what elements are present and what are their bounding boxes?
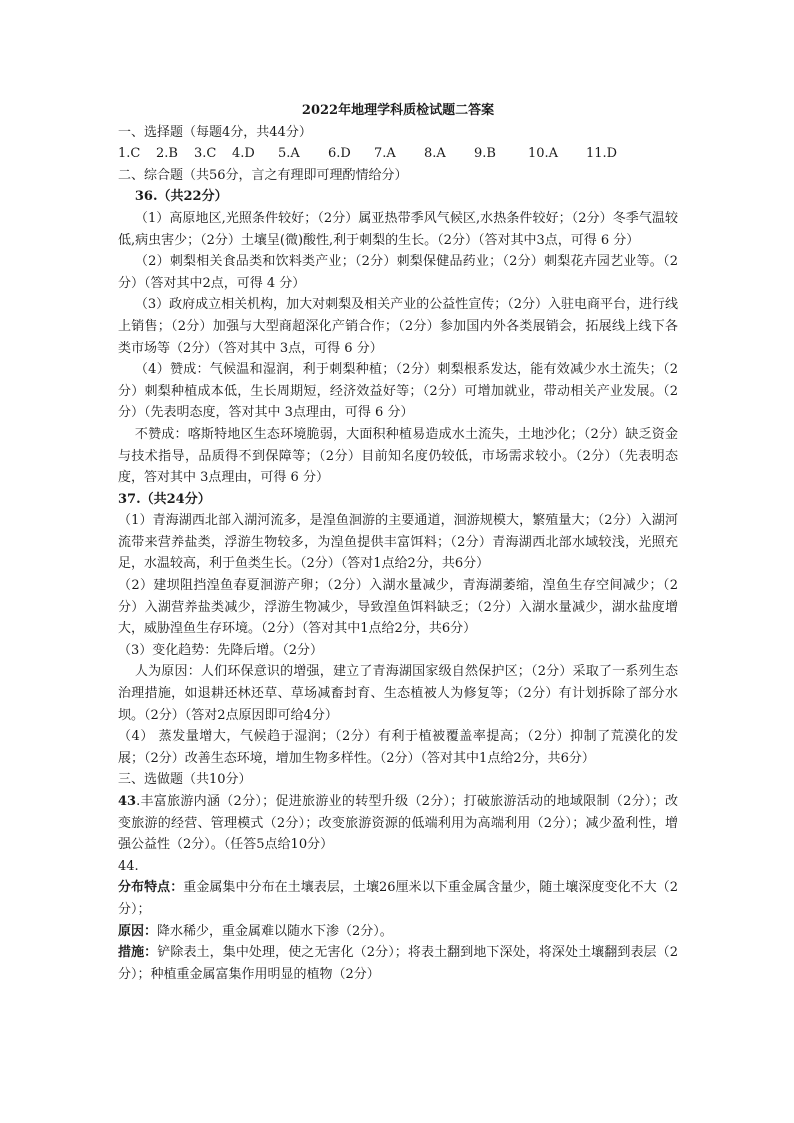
q44-number: 44.: [118, 858, 139, 874]
answer-item: 6.D: [328, 146, 351, 162]
answer-item: 3.C: [194, 146, 217, 162]
q37-heading: 37.（共24分）: [118, 491, 211, 507]
q37-part3-reasons: 人为原因：人们环保意识的增强，建立了青海湖国家级自然保护区；（2分）采取了一系列生态治理措施，如退耕还林还草、草场减畜封育、生态植被人为修复等；（2分）有计划拆除了部分水坝。（2分）（答对2点原因即可给4分）: [118, 664, 678, 723]
q37-part2: （2）建坝阻挡湟鱼春夏洄游产卵；（2分）入湖水量减少，青海湖萎缩，湟鱼生存空间减少；（2分）入湖营养盐类减少，浮游生物减少，导致湟鱼饵料缺乏；（2分）入湖水量减少，湖水盐度增大，威胁湟鱼生存环境。（2分）（答对其中1点给2分，共6分）: [118, 578, 678, 637]
answer-item: 4.D: [232, 146, 255, 162]
answer-item: 2.B: [156, 146, 178, 162]
answer-item: 9.B: [474, 146, 496, 162]
q37-part3: （3）变化趋势：先降后增。（2分）: [118, 642, 324, 658]
q36-part3: （3）政府成立相关机构，加大对刺梨及相关产业的公益性宣传；（2分）入驻电商平台，进行线上销售；（2分）加强与大型商超深化产销合作；（2分）参加国内外各类展销会，拓展线上线下各类市场等（2分）（答对其中 3点，可得 6 分）: [118, 297, 678, 356]
answer-document: [118, 100, 678, 985]
q44-reason: [118, 921, 678, 943]
q44-measure: [118, 942, 678, 985]
q44-reason-text: 降水稀少，重金属难以随水下渗（2分）。: [157, 923, 393, 939]
q36-part4-against: 不赞成：喀斯特地区生态环境脆弱，大面积种植易造成水土流失，土地沙化；（2分）缺乏资金与技术指导，品质得不到保障等；（2分）目前知名度仍较低，市场需求较小。（2分）（先表明态度，答对其中 3点理由，可得 6 分）: [118, 426, 678, 486]
answer-item: 8.A: [424, 146, 446, 162]
section2-heading: 二、综合题（共56分，言之有理即可理酌情给分）: [118, 167, 408, 183]
q44-reason-label: 原因：: [118, 923, 158, 939]
q37-part1: （1）青海湖西北部入湖河流多，是湟鱼洄游的主要通道，洄游规模大，繁殖量大；（2分）入湖河流带来营养盐类，浮游生物较多，为湟鱼提供丰富饵料；（2分）青海湖西北部水域较浅，光照充足，水温较高，利于鱼类生长。（2分）（答对1点给2分，共6分）: [118, 513, 678, 572]
choice-answers: [118, 143, 678, 165]
q36-part2: （2）刺梨相关食品类和饮料类产业；（2分）刺梨保健品药业；（2分）刺梨花卉园艺业等。（2分）（答对其中2点，可得 4 分）: [118, 254, 678, 291]
q43-answer: [118, 791, 678, 856]
answer-item: 1.C: [118, 146, 141, 162]
q44-distribution: [118, 877, 678, 920]
q44-measure-label: 措施：: [118, 945, 158, 961]
document-title: 2022年地理学科质检试题二答案: [301, 103, 495, 118]
section3-heading: 三、选做题（共10分）: [118, 772, 252, 788]
q36-part4: （4）赞成：气候温和湿润，利于刺梨种植；（2分）刺梨根系发达，能有效减少水土流失；（2分）刺梨种植成本低，生长周期短，经济效益好等；（2分）可增加就业，带动相关产业发展。（2分）（先表明态度，答对其中 3点理由，可得 6 分）: [118, 362, 678, 421]
answer-item: 7.A: [374, 146, 396, 162]
q43-text: .丰富旅游内涵（2分）；促进旅游业的转型升级（2分）；打破旅游活动的地域限制（2分）；改变旅游的经营、管理模式（2分）；改变旅游资源的低端利用为高端利用（2分）；减少盈利性，增强公益性（2分）。（任答5点给10分）: [118, 794, 678, 853]
q37-part4: （4） 蒸发量增大，气候趋于湿润；（2分）有利于植被覆盖率提高；（2分）抑制了荒漠化的发展；（2分）改善生态环境，增加生物多样性。（2分）（答对其中1点给2分，共6分）: [118, 729, 678, 766]
answer-item: 11.D: [586, 146, 618, 162]
answer-item: 5.A: [278, 146, 300, 162]
section1-heading: 一、选择题（每题4分，共44分）: [118, 124, 312, 140]
q44-measure-text: 铲除表土，集中处理，使之无害化（2分）；将表土翻到地下深处，将深处土壤翻到表层（2分）；种植重金属富集作用明显的植物（2分）: [118, 945, 678, 982]
q36-heading: 36.（共22分）: [134, 189, 228, 205]
q44-distribution-text: 重金属集中分布在土壤表层，土壤26厘米以下重金属含量少，随土壤深度变化不大（2分）；: [118, 880, 678, 917]
q43-number: 43: [118, 794, 137, 809]
q36-part1: （1）高原地区,光照条件较好；（2分）属亚热带季风气候区,水热条件较好；（2分）冬季气温较低,病虫害少；（2分）土壤呈(微)酸性,利于刺梨的生长。（2分）（答对其中3点，可得 6 分）: [118, 210, 678, 248]
answer-item: 10.A: [528, 146, 559, 162]
q44-distribution-label: 分布特点：: [118, 880, 184, 896]
